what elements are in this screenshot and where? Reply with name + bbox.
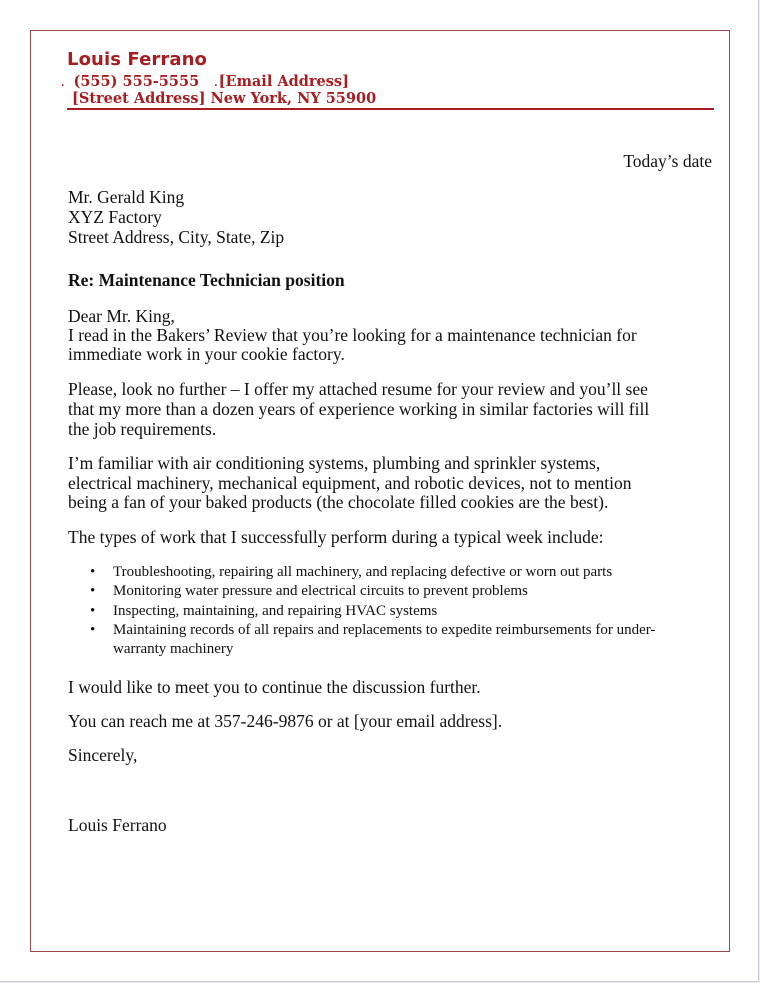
paragraph-2-line-1: Please, look no further – I offer my attached resume for your review and you’ll see	[68, 379, 648, 399]
contact-line	[61, 73, 349, 90]
paragraph-1-line-1: I read in the Bakers’ Review that you’re looking for a maintenance technician for	[68, 325, 637, 345]
subject-line: Re: Maintenance Technician position	[68, 270, 345, 290]
list-item-text: Monitoring water pressure and electrical circuits to prevent problems	[113, 583, 528, 600]
paragraph-1-line-2: immediate work in your cookie factory.	[68, 344, 345, 364]
closing: Sincerely,	[68, 745, 138, 765]
bullet-icon: •	[90, 621, 96, 638]
sender-city: New York, NY 55900	[210, 90, 377, 107]
paragraph-3-line-2: electrical machinery, mechanical equipment, and robotic devices, not to mention	[68, 473, 632, 493]
list-item	[90, 621, 720, 640]
duties-list	[90, 563, 720, 659]
paragraph-3-line-1: I’m familiar with air conditioning systems, plumbing and sprinkler systems,	[68, 453, 601, 473]
list-item	[90, 563, 720, 582]
paragraph-2-line-2: that my more than a dozen years of experience working in similar factories will fill	[68, 399, 650, 419]
recipient-name: Mr. Gerald King	[68, 187, 185, 207]
bullet-icon: •	[90, 583, 96, 600]
paragraph-3-line-3: being a fan of your baked products (the chocolate filled cookies are the best).	[68, 492, 609, 512]
sender-address	[72, 90, 376, 107]
recipient-address: Street Address, City, State, Zip	[68, 227, 285, 247]
bullet-icon: •	[90, 602, 96, 619]
sender-name: Louis Ferrano	[67, 49, 207, 70]
list-item	[90, 602, 720, 621]
list-item-text: Inspecting, maintaining, and repairing HVAC systems	[113, 602, 438, 619]
list-item-continuation	[90, 640, 720, 659]
letter-date: Today’s date	[623, 151, 712, 171]
list-item-text: Troubleshooting, repairing all machinery, and replacing defective or worn out parts	[113, 564, 613, 580]
sender-email: [Email Address]	[218, 73, 349, 90]
list-item-text: Maintaining records of all repairs and replacements to expedite reimbursements for under-	[113, 621, 656, 638]
bullet-icon: •	[90, 564, 96, 580]
list-item	[90, 582, 720, 601]
sender-street: [Street Address]	[72, 90, 206, 107]
header-divider	[67, 108, 714, 110]
paragraph-5: I would like to meet you to continue the discussion further.	[68, 677, 481, 697]
bullet-dot: .	[214, 78, 218, 89]
paragraph-2-line-3: the job requirements.	[68, 419, 217, 439]
recipient-company: XYZ Factory	[68, 207, 162, 227]
paragraph-6: You can reach me at 357-246-9876 or at [your email address].	[68, 711, 503, 731]
sender-phone: (555) 555-5555	[73, 73, 200, 90]
bullet-dot: .	[61, 78, 65, 89]
paragraph-4: The types of work that I successfully perform during a typical week include:	[68, 527, 604, 547]
signature-name: Louis Ferrano	[68, 815, 167, 835]
list-item-text: warranty machinery	[113, 641, 234, 658]
salutation: Dear Mr. King,	[68, 306, 175, 326]
